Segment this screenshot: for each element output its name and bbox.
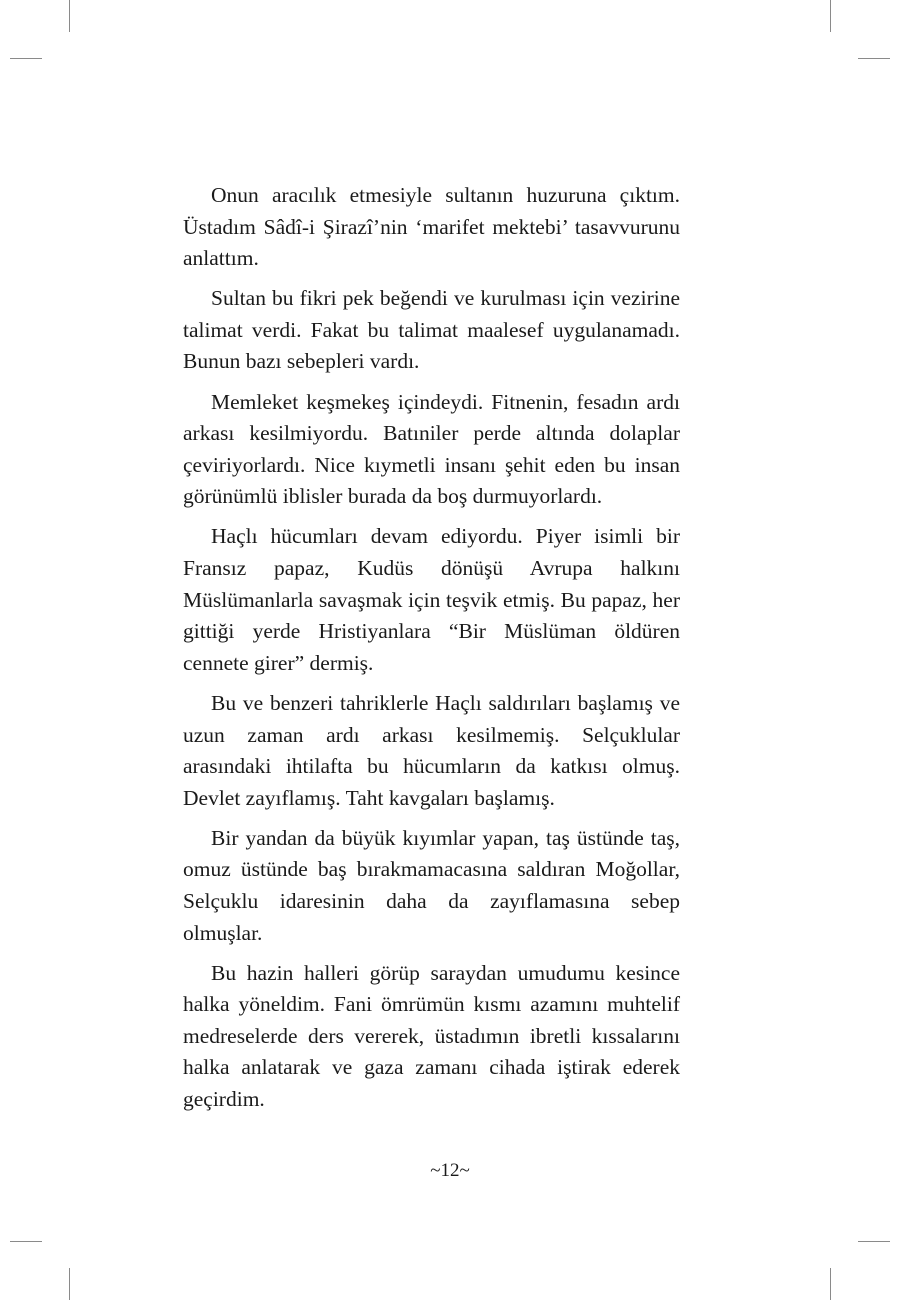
crop-mark-top-right-vertical <box>830 0 831 32</box>
paragraph: Bu hazin halleri görüp saraydan umudumu kesince halka yöneldim. Fani ömrümün kısmı azamını muhtelif medreselerde ders vererek, üstadımın ibretli kıssalarını halka anlatarak ve gaza zamanı cihada iştirak ederek geçirdim. <box>183 960 680 1112</box>
crop-mark-top-left-vertical <box>69 0 70 32</box>
crop-mark-bottom-left-vertical <box>69 1268 70 1300</box>
paragraph: Sultan bu fikri pek beğendi ve kurulması için vezirine talimat verdi. Fakat bu talimat maalesef uygulanamadı. Bunun bazı sebepleri vardı. <box>183 286 680 374</box>
crop-mark-bottom-right-vertical <box>830 1268 831 1300</box>
paragraph: Bu ve benzeri tahriklerle Haçlı saldırıları başlamış ve uzun zaman ardı arkası kesilmemiş. Selçuklular arasındaki ihtilafta bu hücumların da katkısı olmuş. Devlet zayıflamış. Taht kavgaları başlamış. <box>183 690 680 810</box>
paragraph: Onun aracılık etmesiyle sultanın huzuruna çıktım. Üstadım Sâdî-i Şirazî’nin ‘marifet mektebi’ tasavvurunu anlattım. <box>183 183 680 271</box>
crop-mark-bottom-right-horizontal <box>858 1241 890 1242</box>
paragraph: Memleket keşmekeş içindeydi. Fitnenin, fesadın ardı arkası kesilmiyordu. Batıniler perde altında dolaplar çeviriyorlardı. Nice kıymetli insanı şehit eden bu insan görünümlü iblisler burada da boş durmuyorlardı. <box>183 389 680 509</box>
crop-mark-top-right-horizontal <box>858 58 890 59</box>
crop-mark-bottom-left-horizontal <box>10 1241 42 1242</box>
body-text <box>183 180 680 1124</box>
paragraph: Bir yandan da büyük kıyımlar yapan, taş üstünde taş, omuz üstünde baş bırakmamacasına saldıran Moğollar, Selçuklu idaresinin daha da zayıflamasına sebep olmuşlar. <box>183 825 680 945</box>
paragraph: Haçlı hücumları devam ediyordu. Piyer isimli bir Fransız papaz, Kudüs dönüşü Avrupa halkını Müslümanlarla savaşmak için teşvik etmiş. Bu papaz, her gittiği yerde Hristiyanlara “Bir Müslüman öldüren cennete girer” dermiş. <box>183 524 680 675</box>
crop-mark-top-left-horizontal <box>10 58 42 59</box>
page-number: ~12~ <box>430 1160 470 1181</box>
